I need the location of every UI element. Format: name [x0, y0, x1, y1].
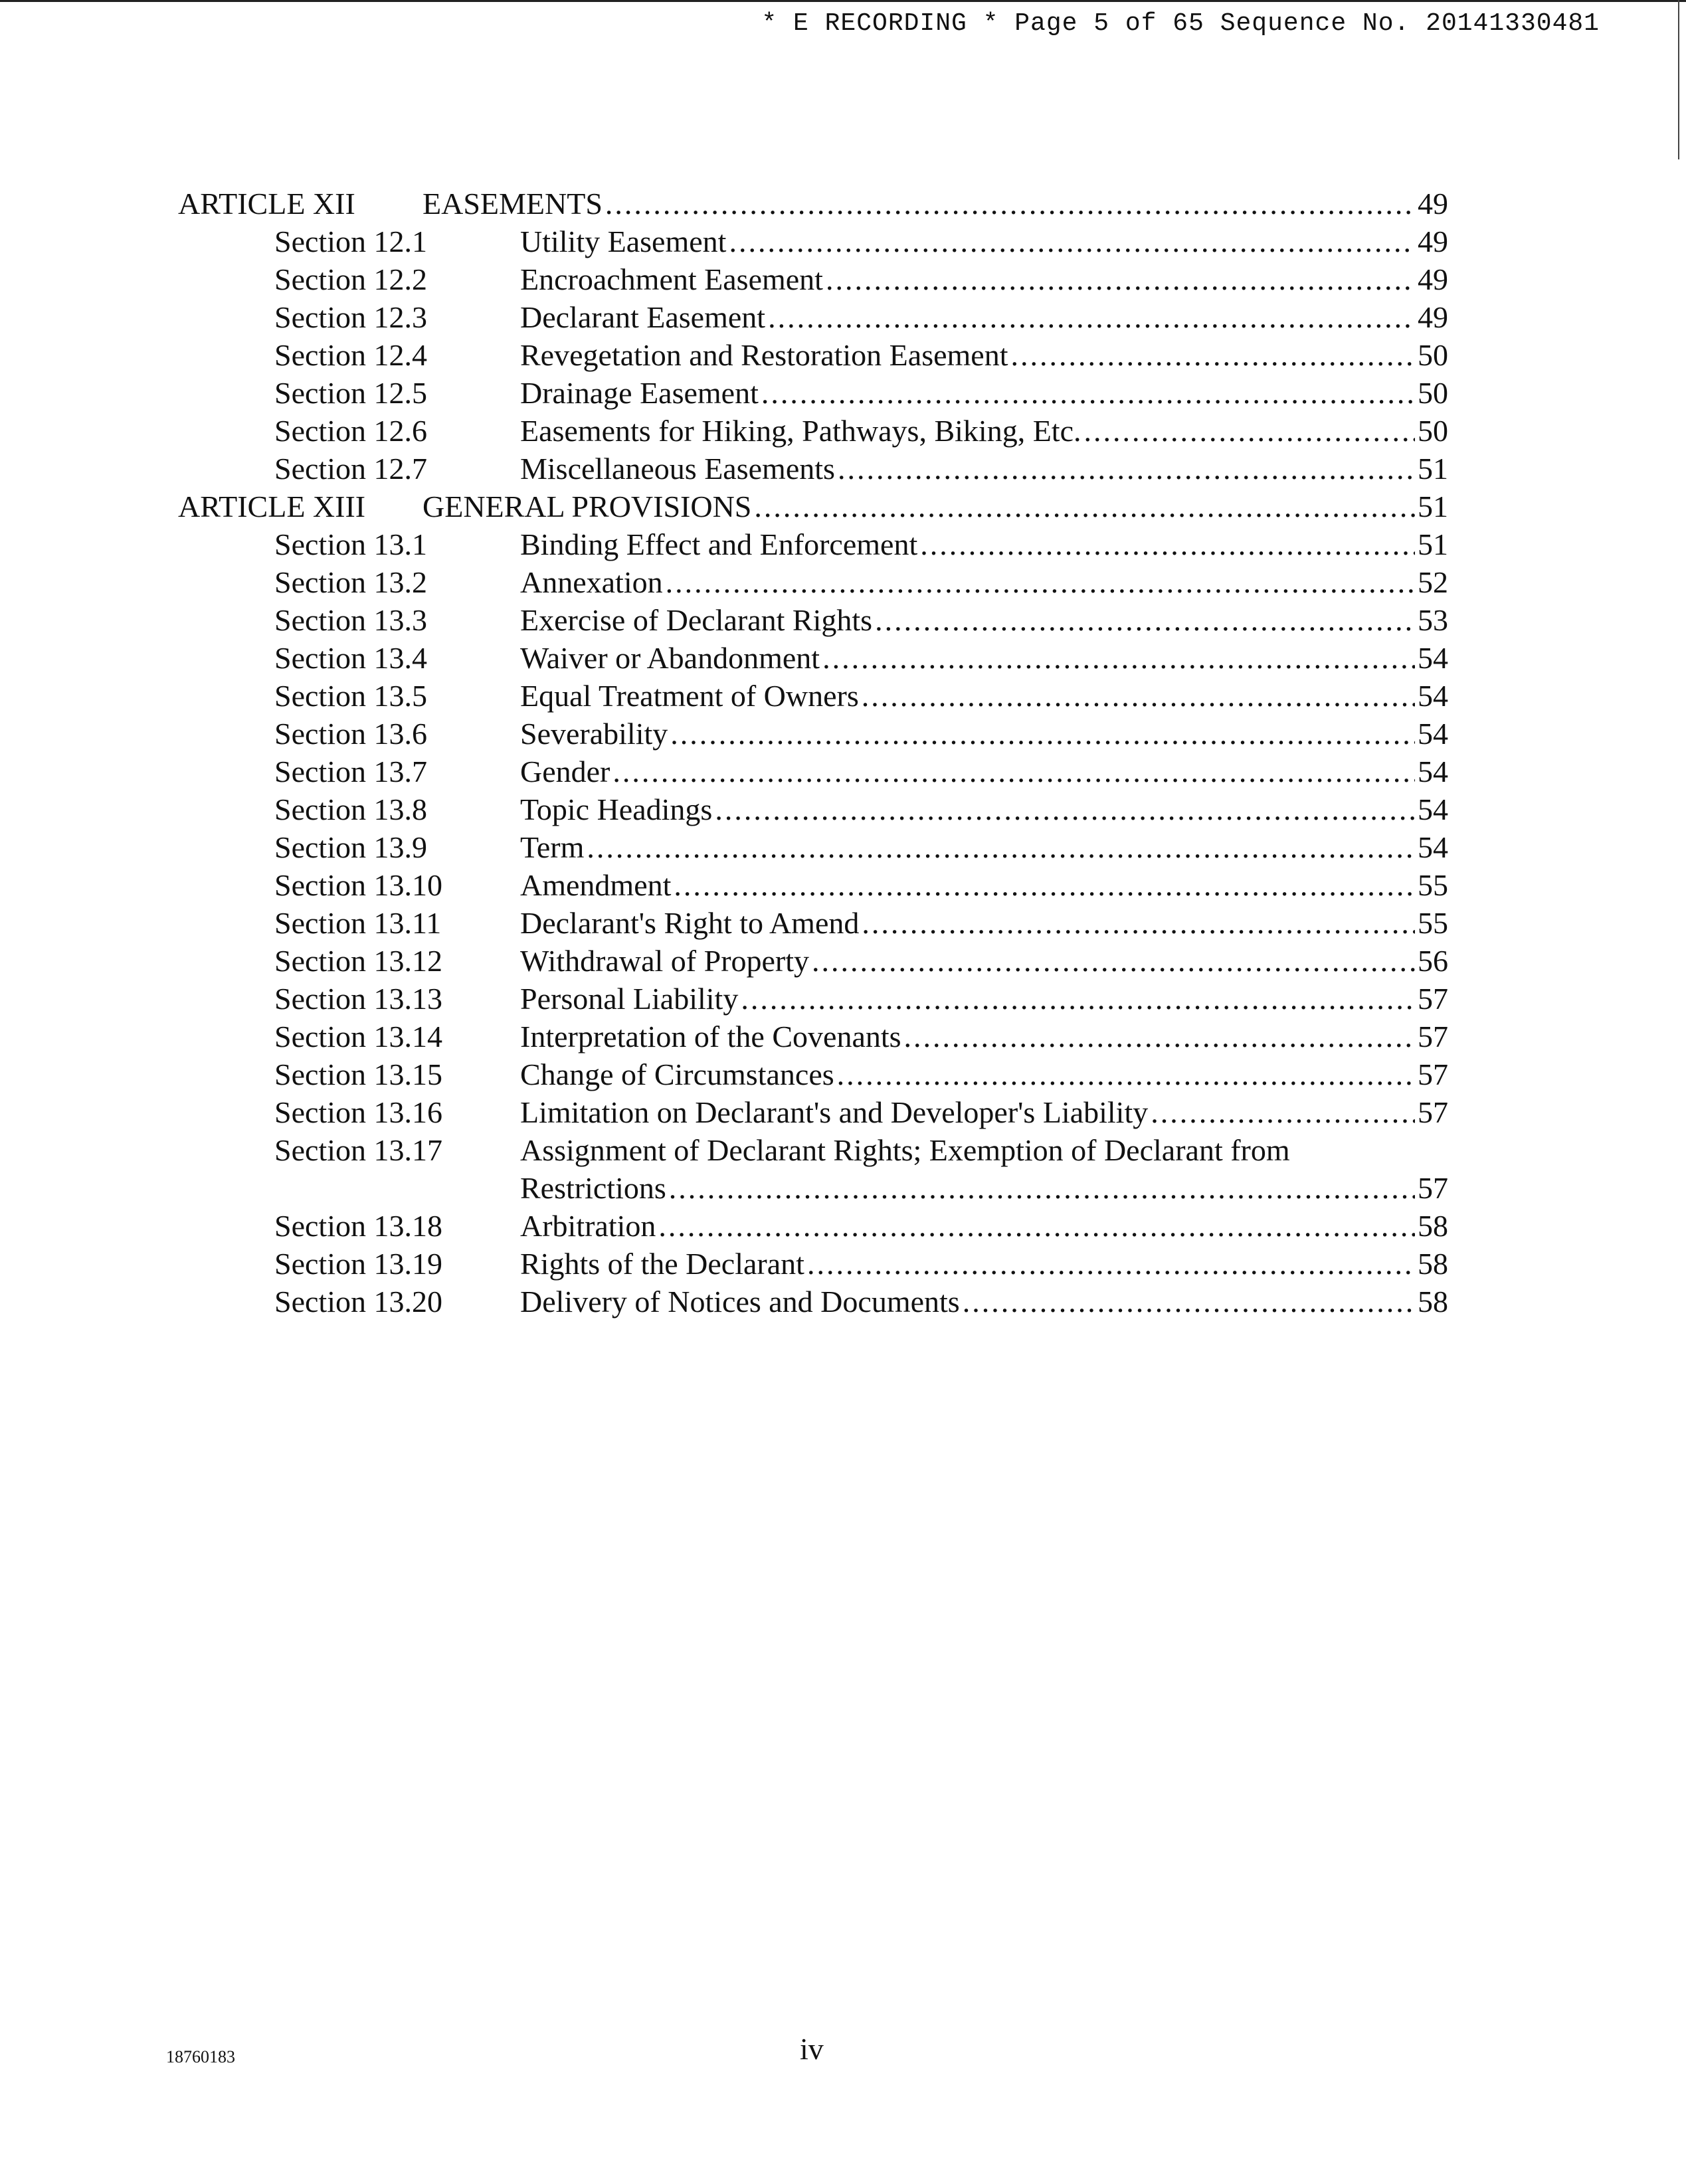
section-label: Section 12.2 [274, 262, 427, 296]
toc-section-row [178, 1207, 1448, 1245]
article-title: EASEMENTS [422, 187, 603, 221]
dot-leader [669, 1169, 1415, 1207]
toc-section-row [178, 601, 1448, 639]
dot-leader [1084, 412, 1416, 450]
dot-leader [761, 374, 1415, 412]
section-title: Change of Circumstances [520, 1057, 834, 1091]
toc-section-row [178, 866, 1448, 904]
section-title: Personal Liability [520, 982, 739, 1016]
section-title: Interpretation of the Covenants [520, 1020, 901, 1053]
article-label: ARTICLE XIII [178, 490, 366, 523]
section-label: Section 13.7 [274, 755, 427, 788]
dot-leader [1011, 336, 1416, 374]
section-title: Equal Treatment of Owners [520, 679, 859, 713]
page-number: 50 [1418, 338, 1448, 372]
section-label: Section 13.9 [274, 830, 427, 864]
dot-leader [963, 1283, 1415, 1320]
toc-section-row [178, 753, 1448, 790]
toc-section-row [178, 1131, 1448, 1207]
section-label: Section 13.3 [274, 603, 427, 637]
top-border-line [0, 0, 1686, 2]
page-number: 55 [1418, 868, 1448, 902]
dot-leader [754, 488, 1415, 525]
page-number: 49 [1418, 187, 1448, 221]
page-number: 50 [1418, 376, 1448, 410]
section-title: Rights of the Declarant [520, 1247, 804, 1281]
dot-leader [807, 1245, 1415, 1283]
dot-leader [838, 450, 1415, 488]
section-title: Gender [520, 755, 610, 788]
page-number: 54 [1418, 755, 1448, 788]
section-label: Section 12.4 [274, 338, 427, 372]
section-title: Annexation [520, 565, 663, 599]
toc-section-row [178, 942, 1448, 980]
dot-leader [837, 1055, 1415, 1093]
section-label: Section 13.10 [274, 868, 442, 902]
section-label: Section 13.17 [274, 1133, 442, 1167]
article-label: ARTICLE XII [178, 187, 355, 221]
dot-leader [904, 1018, 1415, 1055]
page-number: 56 [1418, 944, 1448, 978]
toc-section-row [178, 1018, 1448, 1055]
dot-leader [674, 866, 1415, 904]
page-number: 54 [1418, 830, 1448, 864]
dot-leader [862, 904, 1415, 942]
section-label: Section 13.12 [274, 944, 442, 978]
right-border-line [1678, 0, 1679, 159]
footer-page-number: iv [800, 2032, 824, 2066]
dot-leader [741, 980, 1415, 1018]
dot-leader [920, 525, 1415, 563]
toc-section-row [178, 790, 1448, 828]
page-number: 54 [1418, 717, 1448, 751]
toc-section-row [178, 223, 1448, 260]
page-number: 51 [1418, 452, 1448, 486]
toc-section-row [178, 1245, 1448, 1283]
page-number: 49 [1418, 300, 1448, 334]
dot-leader [729, 223, 1415, 260]
page-number: 54 [1418, 679, 1448, 713]
dot-leader [587, 828, 1415, 866]
section-title: Severability [520, 717, 668, 751]
section-label: Section 13.4 [274, 641, 427, 675]
section-title: Term [520, 830, 585, 864]
page-number: 54 [1418, 792, 1448, 826]
section-title: Easements for Hiking, Pathways, Biking, Etc. [520, 414, 1081, 448]
toc-article-row [178, 185, 1448, 223]
page-number: 57 [1418, 1095, 1448, 1129]
toc-section-row [178, 298, 1448, 336]
page-number: 58 [1418, 1247, 1448, 1281]
page-number: 49 [1418, 262, 1448, 296]
section-title: Declarant's Right to Amend [520, 906, 860, 940]
section-title: Waiver or Abandonment [520, 641, 820, 675]
page-number: 49 [1418, 225, 1448, 258]
page-number: 57 [1418, 1171, 1448, 1205]
section-label: Section 12.6 [274, 414, 427, 448]
section-label: Section 13.6 [274, 717, 427, 751]
section-label: Section 13.2 [274, 565, 427, 599]
section-label: Section 13.1 [274, 527, 427, 561]
section-label: Section 13.18 [274, 1209, 442, 1243]
dot-leader [612, 753, 1415, 790]
section-label: Section 13.5 [274, 679, 427, 713]
toc-section-row [178, 828, 1448, 866]
toc-section-row [178, 1055, 1448, 1093]
dot-leader [822, 639, 1415, 677]
toc-section-row [178, 412, 1448, 450]
page-number: 57 [1418, 1057, 1448, 1091]
page-number: 55 [1418, 906, 1448, 940]
section-title: Encroachment Easement [520, 262, 823, 296]
section-title: Revegetation and Restoration Easement [520, 338, 1008, 372]
section-label: Section 12.1 [274, 225, 427, 258]
toc-section-row [178, 639, 1448, 677]
dot-leader [862, 677, 1415, 715]
section-title: Miscellaneous Easements [520, 452, 835, 486]
toc-section-row [178, 1283, 1448, 1320]
dot-leader [1151, 1093, 1415, 1131]
toc-section-row [178, 336, 1448, 374]
section-label: Section 13.8 [274, 792, 427, 826]
dot-leader [605, 185, 1415, 223]
section-title: Exercise of Declarant Rights [520, 603, 873, 637]
toc-section-row [178, 450, 1448, 488]
section-label: Section 12.5 [274, 376, 427, 410]
toc-section-row [178, 374, 1448, 412]
dot-leader [826, 260, 1415, 298]
page-number: 53 [1418, 603, 1448, 637]
toc-article-row [178, 488, 1448, 525]
dot-leader [658, 1207, 1415, 1245]
section-label: Section 13.16 [274, 1095, 442, 1129]
section-label: Section 12.3 [274, 300, 427, 334]
section-label: Section 13.11 [274, 906, 442, 940]
toc-section-row [178, 904, 1448, 942]
page-number: 50 [1418, 414, 1448, 448]
page-number: 52 [1418, 565, 1448, 599]
section-title: Drainage Easement [520, 376, 759, 410]
section-label: Section 12.7 [274, 452, 427, 486]
section-title: Arbitration [520, 1209, 656, 1243]
table-of-contents [178, 185, 1448, 1320]
recording-header: * E RECORDING * Page 5 of 65 Sequence No. 20141330481 [761, 9, 1600, 38]
section-title: Restrictions [520, 1171, 666, 1205]
toc-section-row [178, 525, 1448, 563]
toc-section-row [178, 260, 1448, 298]
section-title: Binding Effect and Enforcement [520, 527, 918, 561]
section-title: Withdrawal of Property [520, 944, 810, 978]
section-title: Declarant Easement [520, 300, 766, 334]
section-label: Section 13.20 [274, 1285, 442, 1319]
toc-section-row [178, 715, 1448, 753]
document-number: 18760183 [166, 2047, 235, 2066]
section-label: Section 13.13 [274, 982, 442, 1016]
dot-leader [875, 601, 1415, 639]
section-title: Topic Headings [520, 792, 713, 826]
article-title: GENERAL PROVISIONS [422, 490, 752, 523]
section-label: Section 13.14 [274, 1020, 442, 1053]
page-number: 58 [1418, 1285, 1448, 1319]
page-number: 58 [1418, 1209, 1448, 1243]
section-label: Section 13.15 [274, 1057, 442, 1091]
section-label: Section 13.19 [274, 1247, 442, 1281]
page-number: 54 [1418, 641, 1448, 675]
dot-leader [812, 942, 1415, 980]
page-number: 57 [1418, 1020, 1448, 1053]
toc-section-row [178, 1093, 1448, 1131]
dot-leader [715, 790, 1415, 828]
toc-section-row [178, 677, 1448, 715]
dot-leader [768, 298, 1415, 336]
section-title: Amendment [520, 868, 672, 902]
section-title: Limitation on Declarant's and Developer's Liability [520, 1095, 1149, 1129]
page-number: 51 [1418, 490, 1448, 523]
dot-leader [666, 563, 1415, 601]
dot-leader [670, 715, 1415, 753]
section-title: Delivery of Notices and Documents [520, 1285, 960, 1319]
toc-section-row [178, 563, 1448, 601]
page-number: 57 [1418, 982, 1448, 1016]
section-title: Utility Easement [520, 225, 727, 258]
page-number: 51 [1418, 527, 1448, 561]
toc-section-row [178, 980, 1448, 1018]
section-title-line1: Assignment of Declarant Rights; Exemption of Declarant from [520, 1133, 1290, 1167]
